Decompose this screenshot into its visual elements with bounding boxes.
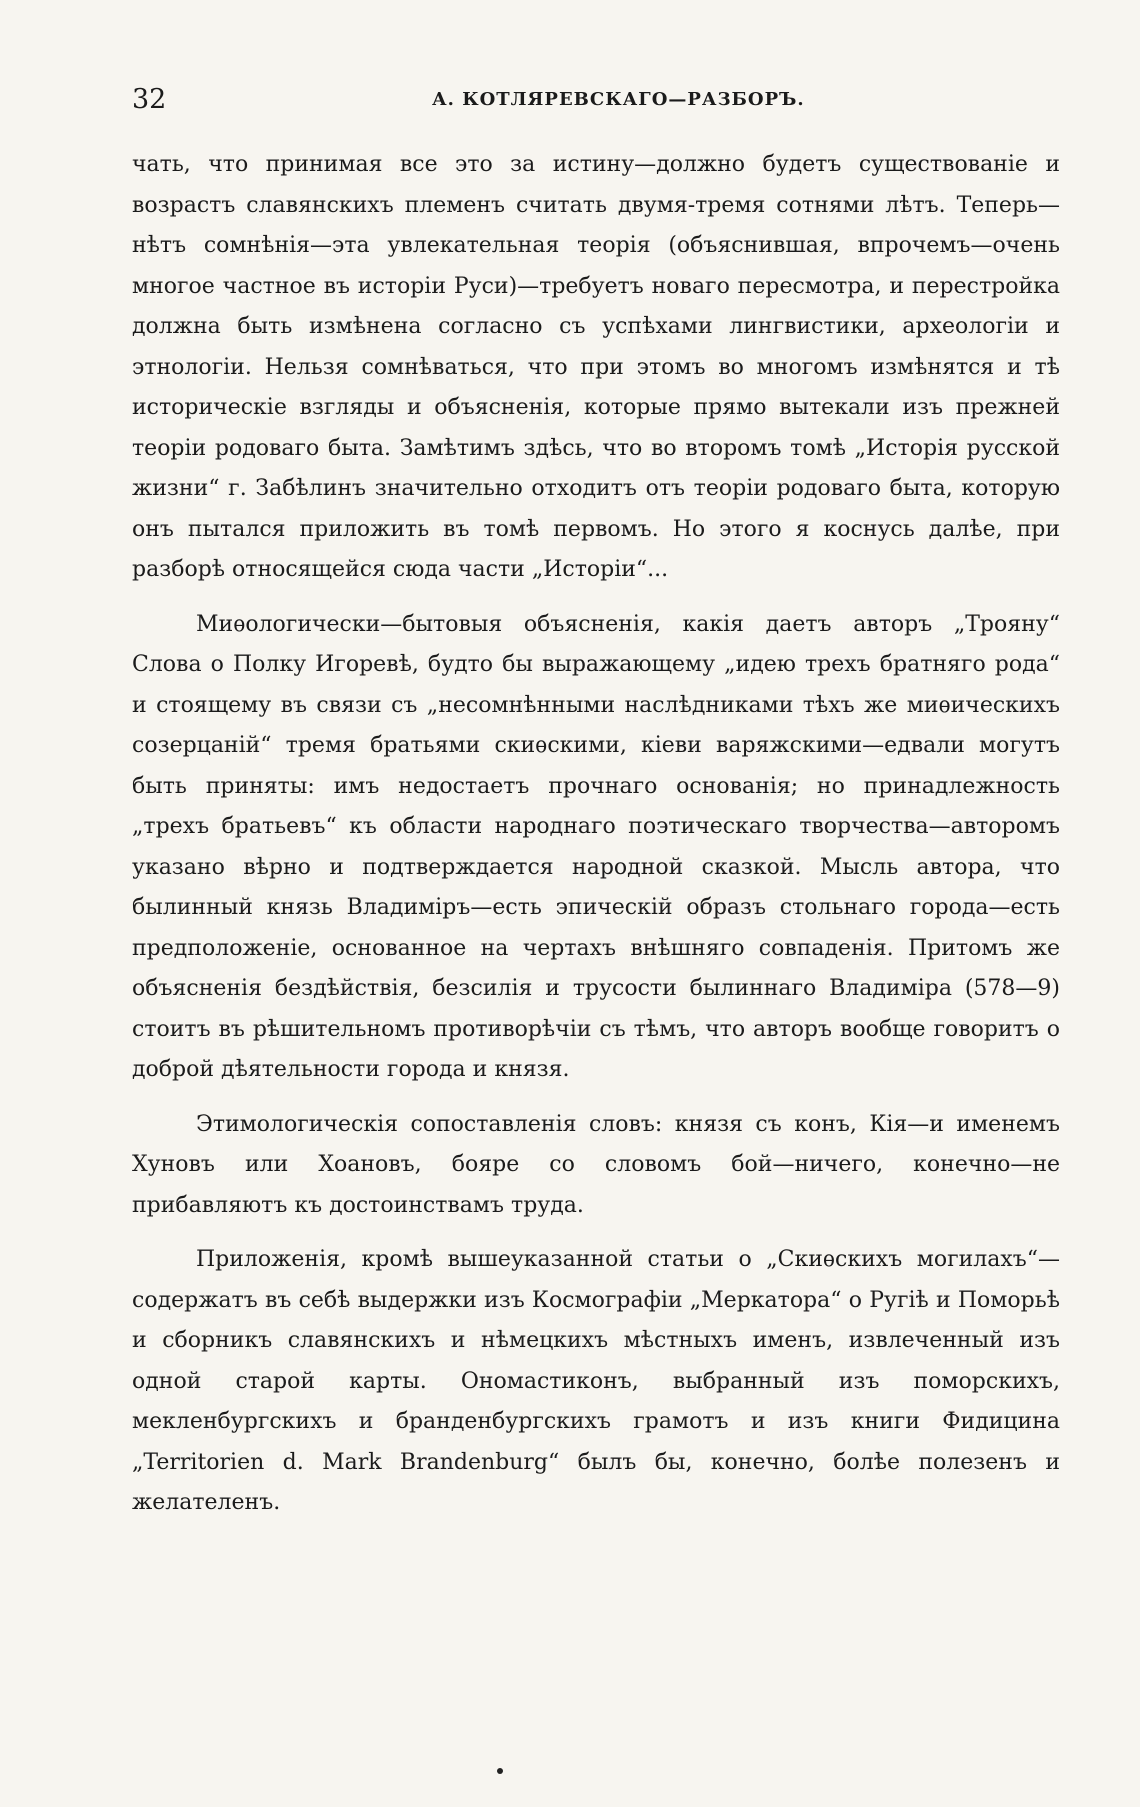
running-head: А. КОТЛЯРЕВСКАГО—РАЗБОРЪ. bbox=[432, 89, 805, 110]
body-text bbox=[132, 145, 1060, 1524]
ink-dot-mark bbox=[497, 1768, 503, 1774]
page-header bbox=[132, 84, 1062, 124]
paragraph: чать, что принимая все это за истину—должно будетъ существованіе и возрастъ славянскихъ племенъ считать двумя-тремя сотнями лѣтъ. Теперь—нѣтъ сомнѣнія—эта увлекательная теорія (объяснившая, впрочемъ—очень многое частное въ исторіи Руси)—требуетъ новаго пересмотра, и перестройка должна быть измѣнена согласно съ успѣхами лингвистики, археологіи и этнологіи. Нельзя сомнѣваться, что при этомъ во многомъ измѣнятся и тѣ историческіе взгляды и объясненія, которые прямо вытекали изъ прежней теоріи родоваго быта. Замѣтимъ здѣсь, что во второмъ томѣ „Исторія русской жизни“ г. Забѣлинъ значительно отходитъ отъ теоріи родоваго быта, которую онъ пытался приложить въ томѣ первомъ. Но этого я коснусь далѣе, при разборѣ относящейся сюда части „Исторіи“... bbox=[132, 152, 1060, 582]
paragraph: Приложенія, кромѣ вышеуказанной статьи о „Скиѳскихъ могилахъ“—содержатъ въ себѣ выдержки изъ Космографіи „Меркатора“ о Ругіѣ и Поморьѣ и сборникъ славянскихъ и нѣмецкихъ мѣстныхъ именъ, извлеченный изъ одной старой карты. Ономастиконъ, выбранный изъ поморскихъ, мекленбургскихъ и бранденбургскихъ грамотъ и изъ книги Фидицина „Territorien d. Mark Brandenburg“ былъ бы, конечно, болѣе полезенъ и желателенъ. bbox=[132, 1247, 1060, 1515]
page-number: 32 bbox=[132, 84, 167, 115]
paragraph: Миѳологически—бытовыя объясненія, какія даетъ авторъ „Трояну“ Слова о Полку Игоревѣ, будто бы выражающему „идею трехъ братняго рода“ и стоящему въ связи съ „несомнѣнными наслѣдниками тѣхъ же миѳическихъ созерцаній“ тремя братьями скиѳскими, кіеви варяжскими—едвали могутъ быть приняты: имъ недостаетъ прочнаго основанія; но принадлежность „трехъ братьевъ“ къ области народнаго поэтическаго творчества—авторомъ указано вѣрно и подтверждается народной сказкой. Мысль автора, что былинный князь Владиміръ—есть эпическій образъ стольнаго города—есть предположеніе, основанное на чертахъ внѣшняго совпаденія. Притомъ же объясненія бездѣйствія, безсилія и трусости былиннаго Владиміра (578—9) стоитъ въ рѣшительномъ противорѣчіи съ тѣмъ, что авторъ вообще говоритъ о доброй дѣятельности города и князя. bbox=[132, 611, 1060, 1082]
paragraph: Этимологическія сопоставленія словъ: князя съ конъ, Кія—и именемъ Хуновъ или Хоановъ, бояре со словомъ бой—ничего, конечно—не прибавляютъ къ достоинствамъ труда. bbox=[132, 1111, 1060, 1218]
